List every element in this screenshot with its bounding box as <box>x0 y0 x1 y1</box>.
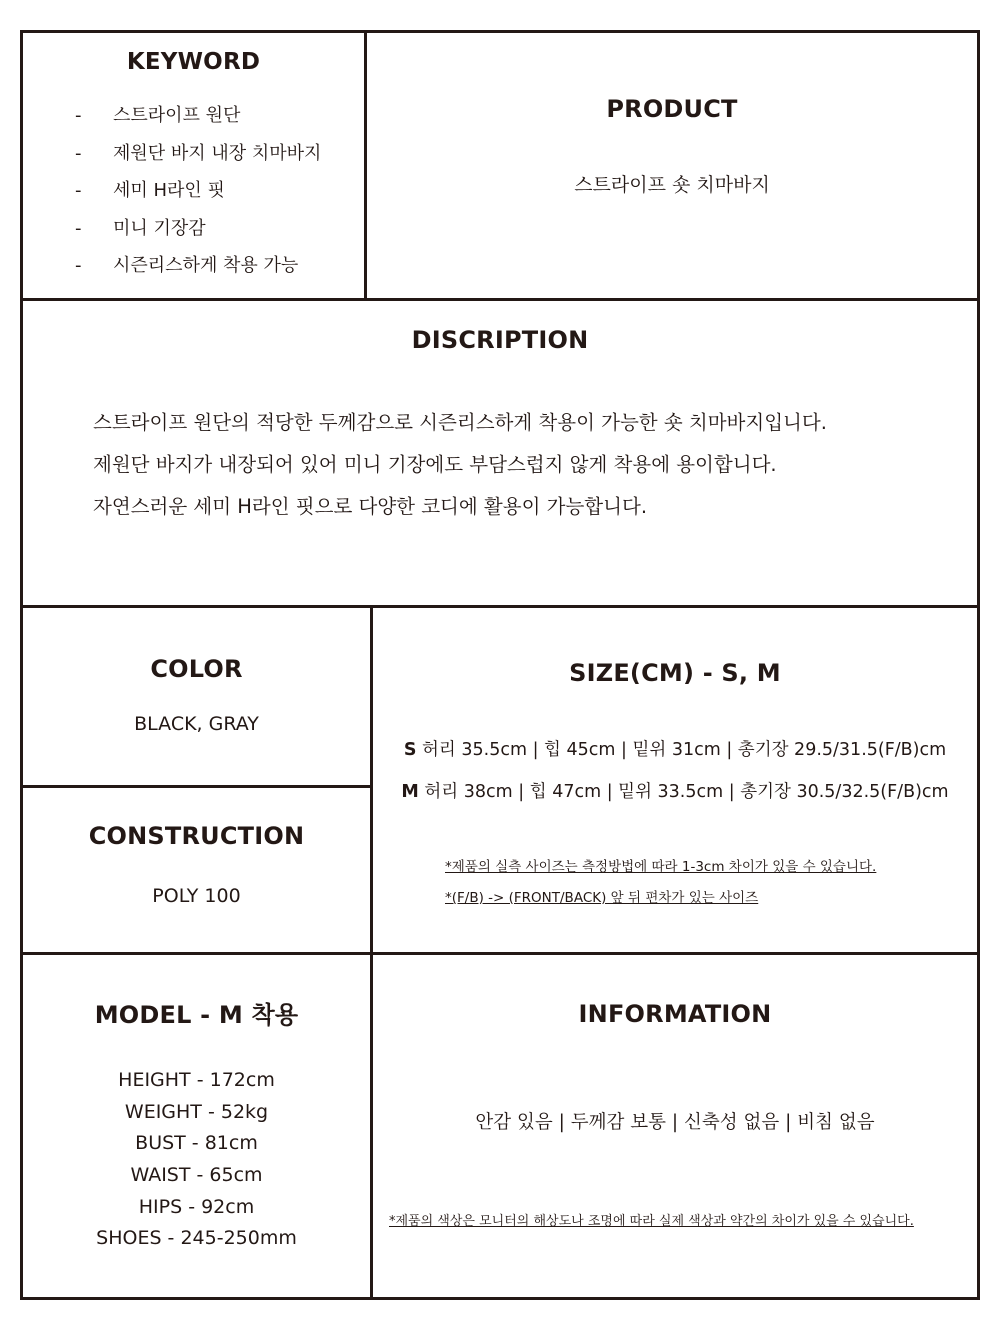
product-title: PRODUCT <box>606 95 738 123</box>
model-spec: BUST - 81cm <box>135 1132 258 1155</box>
size-label: S <box>403 740 417 760</box>
keyword-item <box>75 210 321 248</box>
product-cell <box>367 33 977 298</box>
model-spec: SHOES - 245-250mm <box>96 1227 297 1250</box>
keyword-cell <box>23 33 364 298</box>
keyword-item-text: 미니 기장감 <box>113 217 206 239</box>
construction-title: CONSTRUCTION <box>88 822 305 850</box>
keyword-item-text: 스트라이프 원단 <box>113 105 241 126</box>
keyword-item <box>75 135 321 173</box>
size-note: *(F/B) -> (FRONT/BACK) 앞 뒤 편차가 있는 사이즈 <box>445 890 759 906</box>
size-row-m <box>373 778 977 803</box>
bullet-dash: - <box>75 255 82 276</box>
keyword-item <box>75 172 321 210</box>
keyword-list <box>75 97 321 285</box>
keyword-title: KEYWORD <box>126 49 261 75</box>
keyword-item <box>75 247 321 285</box>
size-title: SIZE(CM) - S, M <box>569 659 781 687</box>
color-title: COLOR <box>150 655 243 683</box>
keyword-item-text: 시즌리스하게 착용 가능 <box>113 255 299 276</box>
construction-cell <box>23 788 370 952</box>
information-title: INFORMATION <box>578 1000 772 1028</box>
product-name: 스트라이프 숏 치마바지 <box>574 174 770 196</box>
spec-table <box>20 30 980 1300</box>
color-cell <box>23 608 370 785</box>
size-note: *제품의 실측 사이즈는 측정방법에 따라 1-3cm 차이가 있을 수 있습니다. <box>445 859 877 875</box>
information-note: *제품의 색상은 모니터의 해상도나 조명에 따라 실제 색상과 약간의 차이가 있을 수 있습니다. <box>389 1214 914 1229</box>
bullet-dash: - <box>75 142 82 164</box>
model-spec: WAIST - 65cm <box>130 1164 263 1187</box>
construction-value: POLY 100 <box>152 885 241 907</box>
model-spec-list <box>23 1065 370 1255</box>
bullet-dash: - <box>75 217 82 239</box>
size-measurements: 허리 38cm | 힙 47cm | 밑위 33.5cm | 총기장 30.5/32.5(F/B)cm <box>424 782 949 802</box>
size-row-s <box>373 736 977 761</box>
description-line: 스트라이프 원단의 적당한 두께감으로 시즌리스하게 착용이 가능한 숏 치마바지입니다. <box>93 411 827 434</box>
model-cell <box>23 955 370 1297</box>
color-value: BLACK, GRAY <box>134 713 259 735</box>
description-line: 자연스러운 세미 H라인 핏으로 다양한 코디에 활용이 가능합니다. <box>93 495 648 518</box>
size-measurements: 허리 35.5cm | 힙 45cm | 밑위 31cm | 총기장 29.5/31.5(F/B)cm <box>422 740 947 760</box>
size-cell <box>373 608 977 952</box>
information-value: 안감 있음 | 두께감 보통 | 신축성 없음 | 비침 없음 <box>475 1112 875 1133</box>
description-cell <box>23 301 977 605</box>
description-line: 제원단 바지가 내장되어 있어 미니 기장에도 부담스럽지 않게 착용에 용이합니다. <box>93 453 777 476</box>
description-title: DISCRIPTION <box>411 326 589 354</box>
bullet-dash: - <box>75 105 82 126</box>
keyword-item <box>75 97 321 135</box>
size-label: M <box>401 782 419 802</box>
model-spec: HIPS - 92cm <box>138 1195 255 1218</box>
model-title: MODEL - M 착용 <box>94 1001 299 1029</box>
keyword-item-text: 제원단 바지 내장 치마바지 <box>113 142 322 164</box>
bullet-dash: - <box>75 180 82 201</box>
information-cell <box>373 955 977 1297</box>
keyword-item-text: 세미 H라인 핏 <box>113 180 225 201</box>
model-spec: HEIGHT - 172cm <box>118 1069 275 1091</box>
model-spec: WEIGHT - 52kg <box>124 1100 269 1123</box>
